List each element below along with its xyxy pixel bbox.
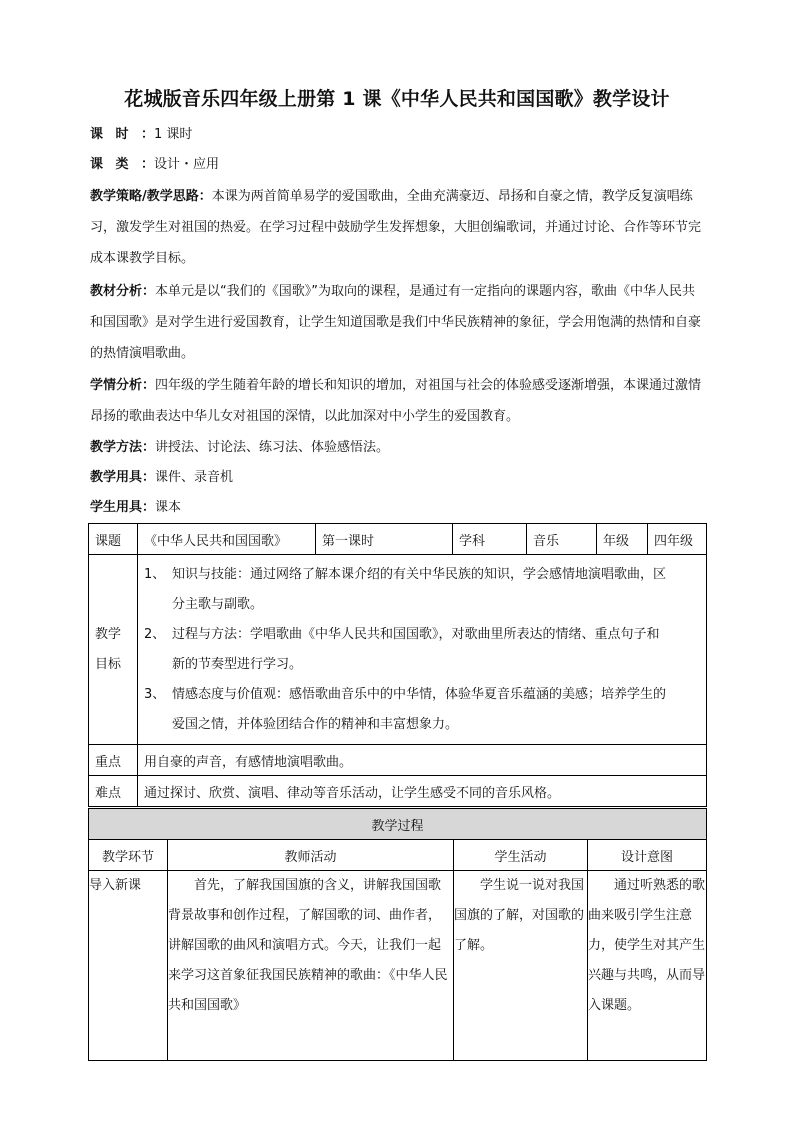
process-row (89, 871, 707, 1061)
key-point-row (89, 745, 707, 776)
material-analysis-section (90, 276, 706, 369)
difficulty-label: 难点 (89, 776, 138, 807)
page-title: 花城版音乐四年级上册第 1 课《中华人民共和国国歌》教学设计 (124, 88, 670, 110)
tools-label: 教学用具： (90, 470, 156, 485)
student-analysis-section (90, 370, 706, 432)
strategy-text: 本课为两首简单易学的爱国歌曲，全曲充满豪迈、昂扬和自豪之情，教学反复演唱练习，激发学生对祖国的热爱。在学习过程中鼓励学生发挥想象，大胆创编歌词，并通过讨论、合作等环节完成本课教学目标。 (90, 189, 702, 266)
goals-cell (138, 555, 707, 745)
student-tools-label: 学生用具： (90, 500, 156, 515)
topic-label: 课题 (89, 524, 138, 555)
process-header-row (89, 840, 707, 871)
class-type-line (90, 154, 219, 176)
lesson-info-table (88, 523, 707, 807)
subject-label: 学科 (453, 524, 527, 555)
grade-value: 四年级 (648, 524, 707, 555)
difficulty-value: 通过探讨、欣赏、演唱、律动等音乐活动，让学生感受不同的音乐风格。 (138, 776, 707, 807)
goal-item: 2、 过程与方法：学唱歌曲《中华人民共和国国歌》，对歌曲里所表达的情绪、重点句子和 新的节奏型进行学习。 (144, 626, 660, 672)
difficulty-row (89, 776, 707, 807)
material-label: 教材分析： (90, 284, 156, 299)
student-tools-section (90, 492, 706, 523)
key-point-label: 重点 (89, 745, 138, 776)
teaching-process-table (88, 808, 707, 1061)
student-label: 学情分析： (90, 378, 156, 393)
subject-value: 音乐 (527, 524, 597, 555)
method-section (90, 432, 706, 463)
process-heading: 教学过程 (89, 809, 707, 840)
topic-value: 《中华人民共和国国歌》 (138, 524, 316, 555)
method-label: 教学方法： (90, 440, 156, 455)
period-value: 第一课时 (316, 524, 453, 555)
grade-label: 年级 (597, 524, 648, 555)
key-point-value: 用自豪的声音，有感情地演唱歌曲。 (138, 745, 707, 776)
student-text: 四年级的学生随着年龄的增长和知识的增加，对祖国与社会的体验感受逐渐增强，本课通过激情昂扬的歌曲表达中华儿女对祖国的深情，以此加深对中小学生的爱国教育。 (90, 378, 702, 424)
class-hours-label: 课时： (90, 127, 154, 142)
material-text: 本单元是以“我们的《国歌》”为取向的课程，是通过有一定指向的课题内容，歌曲《中华人民共和国国歌》是对学生进行爱国教育，让学生知道国歌是我们中华民族精神的象征，学会用饱满的热情和自豪的热情演唱歌曲。 (90, 284, 702, 361)
student-activity-cell: 学生说一说对我国国旗的了解，对国歌的了解。 (454, 871, 588, 1061)
column-header: 教师活动 (168, 840, 454, 871)
class-type-value: 设计・应用 (154, 157, 220, 172)
topic-row (89, 524, 707, 555)
class-hours-value: 1 课时 (154, 127, 193, 142)
strategy-section (90, 181, 706, 274)
goals-row (89, 555, 707, 745)
tools-section (90, 462, 706, 493)
stage-cell: 导入新课 (89, 871, 168, 1061)
goal-item: 3、 情感态度与价值观：感悟歌曲音乐中的中华情，体验华夏音乐蕴涵的美感；培养学生的 爱国之情，并体验团结合作的精神和丰富想象力。 (144, 686, 667, 732)
strategy-label: 教学策略/教学思路： (90, 189, 212, 204)
class-type-label: 课类： (90, 157, 154, 172)
student-tools-text: 课本 (155, 500, 182, 515)
teacher-activity-cell: 首先，了解我国国旗的含义，讲解我国国歌背景故事和创作过程，了解国歌的词、曲作者，讲解国歌的曲风和演唱方式。今天，让我们一起来学习这首象征我国民族精神的歌曲：《中华人民共和国国歌》 (168, 871, 454, 1061)
column-header: 学生活动 (454, 840, 588, 871)
column-header: 设计意图 (588, 840, 707, 871)
goals-label: 教学 目标 (89, 555, 138, 745)
class-hours-line (90, 124, 192, 146)
column-header: 教学环节 (89, 840, 168, 871)
design-intent-cell: 通过听熟悉的歌曲来吸引学生注意力，使学生对其产生兴趣与共鸣，从而导入课题。 (588, 871, 707, 1061)
goal-item: 1、 知识与技能：通过网络了解本课介绍的有关中华民族的知识，学会感情地演唱歌曲，区 分主歌与副歌。 (144, 566, 667, 612)
tools-text: 课件、录音机 (155, 470, 234, 485)
method-text: 讲授法、讨论法、练习法、体验感悟法。 (155, 440, 390, 455)
process-heading-row (89, 809, 707, 840)
